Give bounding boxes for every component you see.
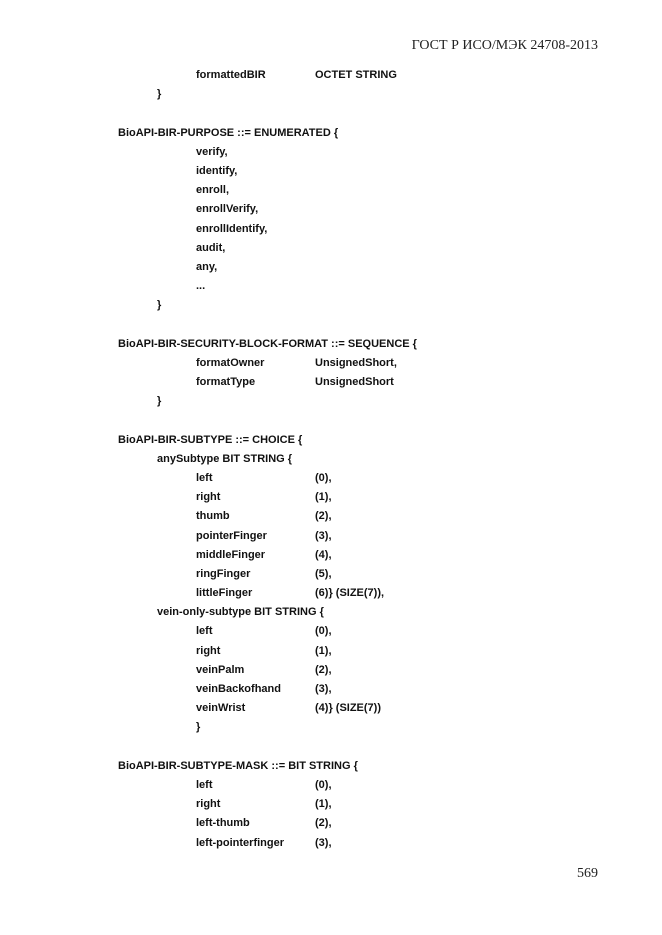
code-line xyxy=(0,814,662,833)
code-line xyxy=(0,450,662,469)
code-text: left-pointerfinger xyxy=(196,836,284,849)
code-line xyxy=(0,622,662,641)
code-text: veinWrist xyxy=(196,702,246,715)
code-text: vein-only-subtype BIT STRING { xyxy=(157,606,324,619)
asn1-code-listing xyxy=(0,66,662,853)
code-line xyxy=(0,488,662,507)
code-text: } xyxy=(157,299,162,312)
code-line xyxy=(0,584,662,603)
code-line xyxy=(0,757,662,776)
code-line xyxy=(0,661,662,680)
code-value: (3), xyxy=(315,683,332,695)
code-text: BioAPI-BIR-SUBTYPE ::= CHOICE { xyxy=(118,433,303,446)
code-value: OCTET STRING xyxy=(315,69,397,81)
code-line xyxy=(0,162,662,181)
code-value: (0), xyxy=(315,625,332,638)
code-text: left xyxy=(196,471,213,484)
code-text: veinBackofhand xyxy=(196,683,281,695)
code-value: (2), xyxy=(315,817,332,830)
code-text: any, xyxy=(196,260,218,273)
code-line xyxy=(0,795,662,814)
code-value: (0), xyxy=(315,471,332,484)
code-line xyxy=(0,642,662,661)
code-text: left-thumb xyxy=(196,817,250,830)
code-text: enrollVerify, xyxy=(196,203,259,216)
code-line xyxy=(0,258,662,277)
blank-line xyxy=(0,411,662,430)
code-line xyxy=(0,507,662,526)
code-text: identify, xyxy=(196,164,238,177)
blank-line xyxy=(0,315,662,334)
document-header: ГОСТ Р ИСО/МЭК 24708-2013 xyxy=(411,38,598,53)
page-number: 569 xyxy=(577,866,598,881)
code-text: right xyxy=(196,644,221,657)
code-value: (4), xyxy=(315,548,332,561)
code-line xyxy=(0,124,662,143)
code-text: left xyxy=(196,625,213,638)
code-value: UnsignedShort xyxy=(315,376,394,388)
code-line xyxy=(0,392,662,411)
blank-line xyxy=(0,104,662,123)
code-line xyxy=(0,200,662,219)
code-text: audit, xyxy=(196,241,226,254)
code-line xyxy=(0,718,662,737)
code-text: anySubtype BIT STRING { xyxy=(157,452,293,465)
code-line xyxy=(0,469,662,488)
code-text: enroll, xyxy=(196,184,230,197)
code-value: (2), xyxy=(315,663,332,676)
code-text: verify, xyxy=(196,145,228,158)
code-line xyxy=(0,335,662,354)
code-text: left xyxy=(196,778,213,791)
code-line xyxy=(0,834,662,853)
code-value: UnsignedShort, xyxy=(315,356,397,369)
code-text: veinPalm xyxy=(196,663,245,676)
code-line xyxy=(0,776,662,795)
code-text: BioAPI-BIR-PURPOSE ::= ENUMERATED { xyxy=(118,126,339,139)
code-text: } xyxy=(157,88,162,101)
code-text: middleFinger xyxy=(196,548,266,561)
code-text: enrollIdentify, xyxy=(196,222,268,235)
code-line xyxy=(0,66,662,85)
code-line xyxy=(0,277,662,296)
code-text: BioAPI-BIR-SUBTYPE-MASK ::= BIT STRING { xyxy=(118,759,358,772)
code-text: right xyxy=(196,491,221,504)
code-line xyxy=(0,143,662,162)
code-text: } xyxy=(157,395,162,408)
code-value: (3), xyxy=(315,836,332,849)
code-line xyxy=(0,680,662,699)
code-line xyxy=(0,431,662,450)
code-line xyxy=(0,565,662,584)
code-text: formattedBIR xyxy=(196,69,266,81)
code-text: ... xyxy=(196,280,206,293)
code-text: thumb xyxy=(196,510,230,523)
code-line xyxy=(0,527,662,546)
code-line xyxy=(0,699,662,718)
code-text: littleFinger xyxy=(196,587,253,600)
code-line xyxy=(0,181,662,200)
code-line xyxy=(0,296,662,315)
code-line xyxy=(0,546,662,565)
code-value: (2), xyxy=(315,510,332,523)
code-value: (3), xyxy=(315,529,332,542)
code-text: ringFinger xyxy=(196,567,251,580)
code-text: pointerFinger xyxy=(196,529,267,542)
code-line xyxy=(0,373,662,392)
code-value: (4)} (SIZE(7)) xyxy=(315,702,381,715)
code-text: BioAPI-BIR-SECURITY-BLOCK-FORMAT ::= SEQUENCE { xyxy=(118,337,417,350)
code-value: (5), xyxy=(315,567,332,580)
code-line xyxy=(0,354,662,373)
code-line xyxy=(0,85,662,104)
code-text: formatType xyxy=(196,376,256,388)
code-line xyxy=(0,603,662,622)
code-value: (1), xyxy=(315,644,332,657)
code-value: (6)} (SIZE(7)), xyxy=(315,587,385,600)
blank-line xyxy=(0,738,662,757)
code-line xyxy=(0,239,662,258)
code-text: right xyxy=(196,798,221,811)
code-value: (1), xyxy=(315,798,332,811)
code-text: } xyxy=(196,721,201,734)
code-value: (1), xyxy=(315,491,332,504)
code-line xyxy=(0,220,662,239)
code-value: (0), xyxy=(315,778,332,791)
code-text: formatOwner xyxy=(196,356,265,369)
